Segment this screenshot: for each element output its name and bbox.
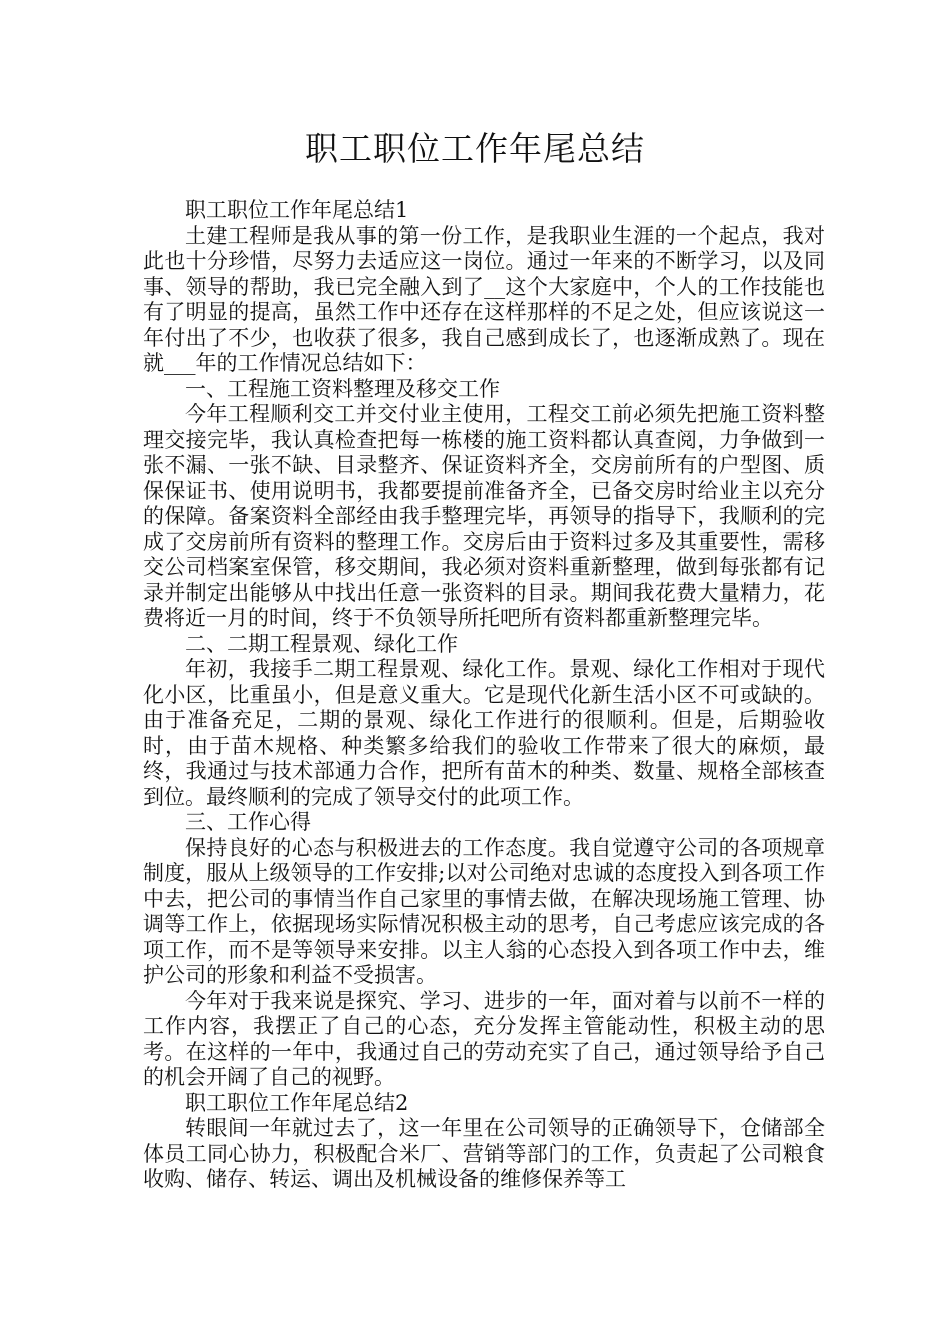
section-heading-summary-2: 职工职位工作年尾总结2 — [185, 1090, 409, 1115]
paragraph-data-handover: 今年工程顺利交工并交付业主使用，工程交工前必须先把施工资料整理交接完毕，我认真检查把每一栋楼的施工资料都认真查阅，力争做到一张不漏、一张不缺、目录整齐、保证资料齐全，交房前所有的户型图、质保保证书、使用说明书，我都要提前准备齐全，已备交房时给业主以充分的保障。备案资料全部经由我手整理完毕，再领导的指导下，我顺利的完成了交房前所有资料的整理工作。交房后由于资料过多及其重要性，需移交公司档案室保管，移交期间，我必须对资料重新整理，做到每张都有记录并制定出能够从中找出任意一张资料的目录。期间我花费大量精力，花费将近一月的时间，终于不负领导所托吧所有资料都重新整理完毕。 — [143, 402, 825, 630]
document-title: 职工职位工作年尾总结 — [305, 129, 645, 168]
section-heading-2: 二、二期工程景观、绿化工作 — [185, 631, 458, 656]
paragraph-reflection: 今年对于我来说是探究、学习、进步的一年，面对着与以前不一样的工作内容，我摆正了自己的心态，充分发挥主管能动性，积极主动的思考。在这样的一年中，我通过自己的劳动充实了自己，通过领导给予自己的机会开阔了自己的视野。 — [143, 988, 825, 1089]
section-heading-3: 三、工作心得 — [185, 810, 311, 834]
paragraph-landscaping: 年初，我接手二期工程景观、绿化工作。景观、绿化工作相对于现代化小区，比重虽小，但是意义重大。它是现代化新生活小区不可或缺的。由于准备充足，二期的景观、绿化工作进行的很顺利。但是，后期验收时，由于苗木规格、种类繁多给我们的验收工作带来了很大的麻烦，最终，我通过与技术部通力合作，把所有苗木的种类、数量、规格全部核查到位。最终顺利的完成了领导交付的此项工作。 — [143, 657, 825, 809]
section-heading-summary-1: 职工职位工作年尾总结1 — [185, 198, 409, 222]
paragraph-attitude: 保持良好的心态与积极进去的工作态度。我自觉遵守公司的各项规章制度，服从上级领导的工作安排;以对公司绝对忠诚的态度投入到各项工作中去，把公司的事情当作自己家里的事情去做，在解决现场施工管理、协调等工作上，依据现场实际情况积极主动的思考，自己考虑应该完成的各项工作，而不是等领导来安排。以主人翁的心态投入到各项工作中去，维护公司的形象和利益不受损害。 — [143, 835, 825, 987]
document-body — [143, 198, 825, 1193]
paragraph-intro: 土建工程师是我从事的第一份工作，是我职业生涯的一个起点，我对此也十分珍惜，尽努力去适应这一岗位。通过一年来的不断学习，以及同事、领导的帮助，我已完全融入到了__这个大家庭中，个人的工作技能也有了明显的提高，虽然工作中还存在这样那样的不足之处，但应该说这一年付出了不少，也收获了很多，我自己感到成长了，也逐渐成熟了。现在就___年的工作情况总结如下： — [143, 223, 825, 375]
section-heading-1: 一、工程施工资料整理及移交工作 — [185, 376, 500, 401]
paragraph-warehouse: 转眼间一年就过去了，这一年里在公司领导的正确领导下，仓储部全体员工同心协力，积极配合米厂、营销等部门的工作，负责起了公司粮食收购、储存、转运、调出及机械设备的维修保养等工 — [143, 1116, 825, 1191]
